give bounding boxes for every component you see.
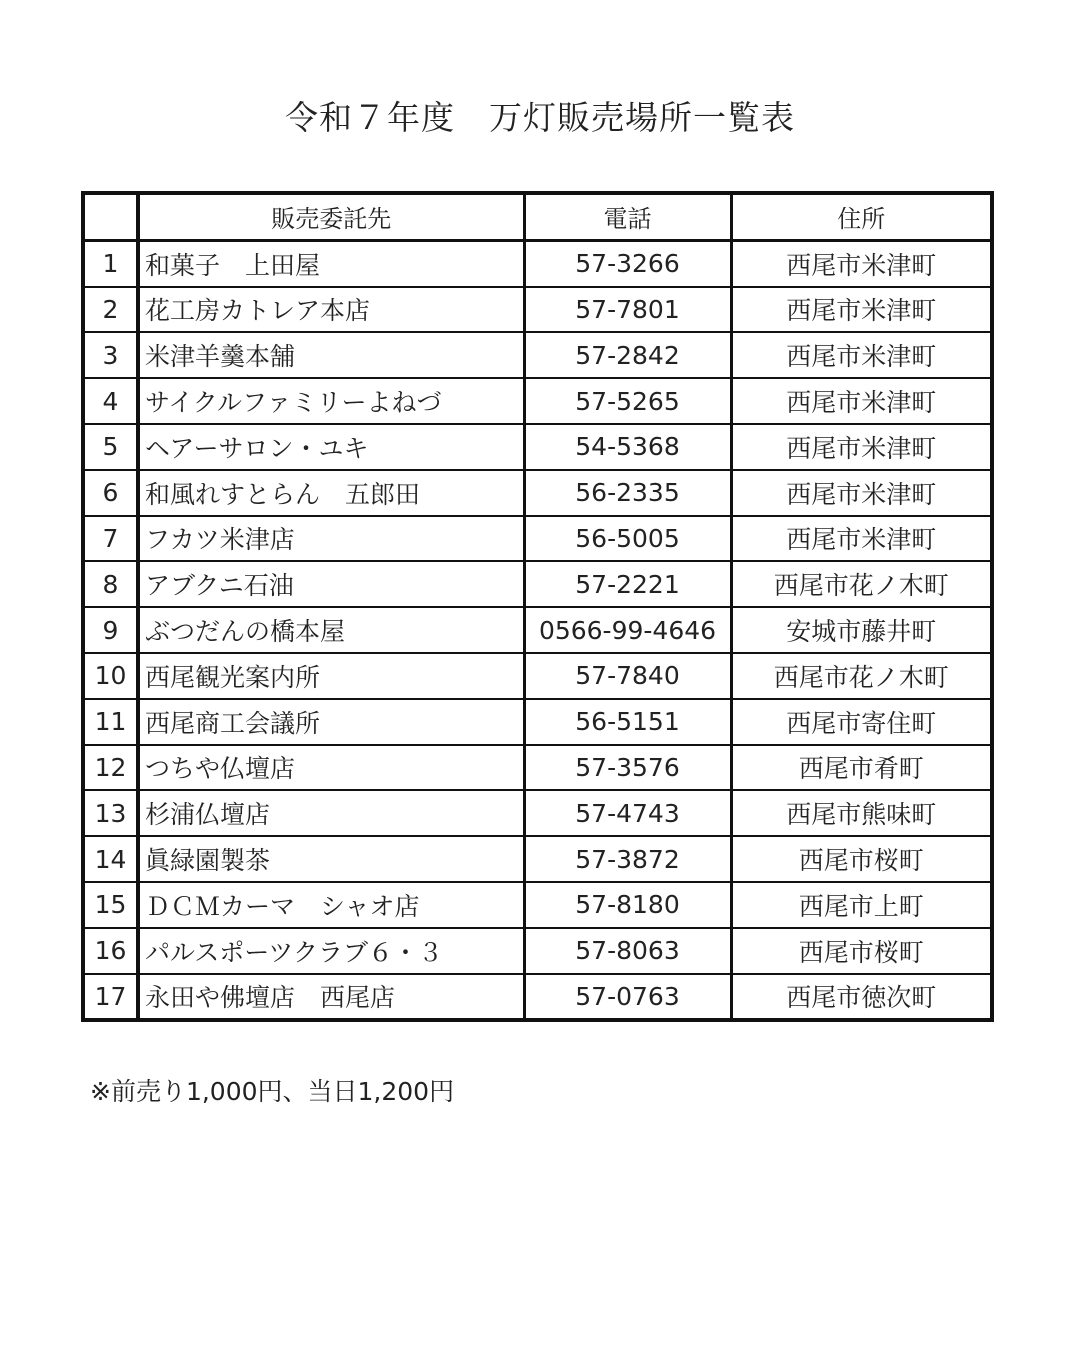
phone-number: 56-5005	[524, 516, 731, 562]
phone-number: 57-7801	[524, 287, 731, 333]
address: 西尾市米津町	[731, 240, 992, 286]
address: 西尾市米津町	[731, 287, 992, 333]
row-number: 7	[83, 516, 138, 562]
vendor-name: フカツ米津店	[138, 516, 524, 562]
phone-number: 57-8180	[524, 882, 731, 928]
vendor-name: 杉浦仏壇店	[138, 790, 524, 836]
table-row	[83, 699, 992, 745]
row-number: 2	[83, 287, 138, 333]
phone-number: 0566-99-4646	[524, 607, 731, 653]
phone-number: 56-2335	[524, 470, 731, 516]
address: 西尾市米津町	[731, 424, 992, 470]
phone-number: 57-8063	[524, 928, 731, 974]
page-title: 令和７年度 万灯販売場所一覧表	[285, 98, 795, 137]
table-row	[83, 882, 992, 928]
header-phone: 電話	[524, 193, 731, 240]
row-number: 3	[83, 332, 138, 378]
row-number: 16	[83, 928, 138, 974]
address: 西尾市徳次町	[731, 974, 992, 1021]
vendor-name: 花工房カトレア本店	[138, 287, 524, 333]
table-row	[83, 332, 992, 378]
vendor-name: サイクルファミリーよねづ	[138, 378, 524, 424]
row-number: 17	[83, 974, 138, 1021]
address: 西尾市桜町	[731, 928, 992, 974]
row-number: 5	[83, 424, 138, 470]
address: 西尾市熊味町	[731, 790, 992, 836]
vendor-name: 和菓子 上田屋	[138, 240, 524, 286]
vendor-name: 眞緑園製茶	[138, 836, 524, 882]
table-row	[83, 653, 992, 699]
phone-number: 57-2842	[524, 332, 731, 378]
address: 西尾市花ノ木町	[731, 653, 992, 699]
row-number: 14	[83, 836, 138, 882]
table-row	[83, 561, 992, 607]
table-row	[83, 240, 992, 286]
phone-number: 54-5368	[524, 424, 731, 470]
table-row	[83, 836, 992, 882]
price-note: ※前売り1,000円、当日1,200円	[90, 1077, 455, 1106]
table-row	[83, 470, 992, 516]
table-body	[83, 240, 992, 1020]
phone-number: 57-3872	[524, 836, 731, 882]
row-number: 11	[83, 699, 138, 745]
vendor-name: 和風れすとらん 五郎田	[138, 470, 524, 516]
vendor-name: 西尾商工会議所	[138, 699, 524, 745]
vendor-name: 永田や佛壇店 西尾店	[138, 974, 524, 1021]
phone-number: 57-3576	[524, 745, 731, 791]
vendor-name: ヘアーサロン・ユキ	[138, 424, 524, 470]
row-number: 13	[83, 790, 138, 836]
address: 西尾市桜町	[731, 836, 992, 882]
phone-number: 57-0763	[524, 974, 731, 1021]
table-row	[83, 928, 992, 974]
table-row	[83, 516, 992, 562]
vendor-name: ぶつだんの橋本屋	[138, 607, 524, 653]
address: 西尾市米津町	[731, 378, 992, 424]
phone-number: 57-2221	[524, 561, 731, 607]
vendor-name: 米津羊羹本舗	[138, 332, 524, 378]
phone-number: 57-7840	[524, 653, 731, 699]
header-number	[83, 193, 138, 240]
row-number: 10	[83, 653, 138, 699]
table-row	[83, 745, 992, 791]
vendor-name: つちや仏壇店	[138, 745, 524, 791]
phone-number: 56-5151	[524, 699, 731, 745]
table-row	[83, 424, 992, 470]
phone-number: 57-3266	[524, 240, 731, 286]
address: 西尾市上町	[731, 882, 992, 928]
table-row	[83, 607, 992, 653]
address: 西尾市米津町	[731, 332, 992, 378]
address: 西尾市花ノ木町	[731, 561, 992, 607]
row-number: 8	[83, 561, 138, 607]
sales-locations-table	[81, 191, 994, 1022]
phone-number: 57-4743	[524, 790, 731, 836]
table-header-row	[83, 193, 992, 240]
row-number: 4	[83, 378, 138, 424]
row-number: 1	[83, 240, 138, 286]
header-vendor: 販売委託先	[138, 193, 524, 240]
row-number: 15	[83, 882, 138, 928]
phone-number: 57-5265	[524, 378, 731, 424]
row-number: 12	[83, 745, 138, 791]
table-row	[83, 378, 992, 424]
address: 西尾市米津町	[731, 516, 992, 562]
vendor-name: 西尾観光案内所	[138, 653, 524, 699]
header-address: 住所	[731, 193, 992, 240]
table-row	[83, 974, 992, 1021]
vendor-name: アブクニ石油	[138, 561, 524, 607]
vendor-name: ＤＣＭカーマ シャオ店	[138, 882, 524, 928]
row-number: 6	[83, 470, 138, 516]
row-number: 9	[83, 607, 138, 653]
vendor-name: パルスポーツクラブ６・３	[138, 928, 524, 974]
address: 西尾市米津町	[731, 470, 992, 516]
table-row	[83, 287, 992, 333]
table-row	[83, 790, 992, 836]
address: 西尾市寄住町	[731, 699, 992, 745]
address: 安城市藤井町	[731, 607, 992, 653]
sales-locations-table-container	[81, 191, 990, 1022]
address: 西尾市肴町	[731, 745, 992, 791]
